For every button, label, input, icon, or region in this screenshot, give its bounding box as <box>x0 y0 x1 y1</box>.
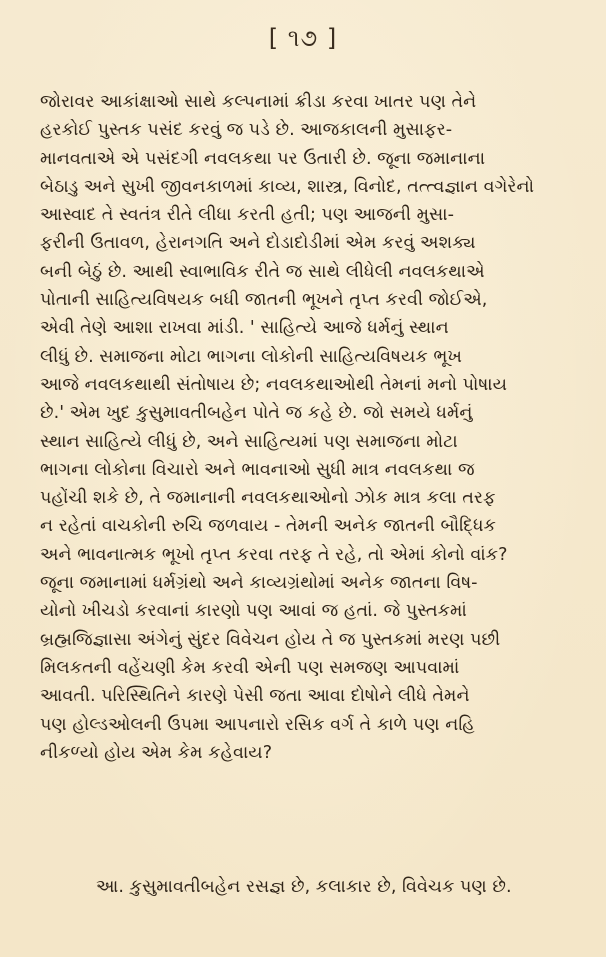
text-line: આવતી. પરિસ્થિતિને કારણે પેસી જતા આવા દોષોને લીધે તેમને <box>40 686 470 707</box>
text-line: ફરીની ઉતાવળ, હેરાનગતિ અને દોડાદોડીમાં એમ કરવું અશક્ય <box>40 233 476 254</box>
text-line: ભાગના લોકોના વિચારો અને ભાવનાઓ સુધી માત્ર નવલકથા જ <box>40 459 475 480</box>
text-line: મિલકતની વહેંચણી કેમ કરવી એની પણ સમજણ આપવામાં <box>40 657 460 678</box>
text-line: નીકળ્યો હોય એમ કેમ કહેવાય? <box>40 742 273 763</box>
text-line: લીધું છે. સમાજના મોટા ભાગના લોકોની સાહિત્યવિષયક ભૂખ <box>40 346 462 367</box>
body-paragraph <box>40 88 572 767</box>
text-line: અને ભાવનાત્મક ભૂખો તૃપ્ત કરવા તરફ તે રહે, તો એમાં કોનો વાંક? <box>40 544 508 565</box>
page-number: [ ૧૭ ] <box>268 24 338 52</box>
text-line: આસ્વાદ તે સ્વતંત્ર રીતે લીધા કરતી હતી; પણ આજની મુસા- <box>40 205 454 226</box>
text-line: પોતાની સાહિત્યવિષયક બધી જાતની ભૂખને તૃપ્ત કરવી જોઈએ, <box>40 290 488 311</box>
text-line: ન રહેતાં વાચકોની રુચિ જળવાય - તેમની અનેક જાતની બૌદ્ધિક <box>40 516 496 537</box>
text-line: હરકોઈ પુસ્તક પસંદ કરવું જ પડે છે. આજકાલની મુસાફર- <box>40 120 453 141</box>
text-line: યોનો ખીચડો કરવાનાં કારણો પણ આવાં જ હતાં. જે પુસ્તકમાં <box>40 601 467 622</box>
text-line: એવી તેણે આશા રાખવા માંડી. ' સાહિત્યે આજે ધર્મનું સ્થાન <box>40 318 449 339</box>
text-line: પણ હોલ્ડઓલની ઉપમા આપનારો રસિક વર્ગ તે કાળે પણ નહિ <box>40 714 475 735</box>
text-line: બ્રહ્મજિજ્ઞાસા અંગેનું સુંદર વિવેચન હોય તે જ પુસ્તકમાં મરણ પછી <box>40 629 501 650</box>
text-line: બની બેઠું છે. આથી સ્વાભાવિક રીતે જ સાથે લીધેલી નવલકથાએ <box>40 261 485 282</box>
text-line: પહોંચી શકે છે, તે જમાનાની નવલકથાઓનો ઝોક માત્ર કલા તરફ <box>40 488 496 509</box>
text-line: બેઠાડુ અને સુખી જીવનકાળમાં કાવ્ય, શાસ્ત્ર, વિનોદ, તત્ત્વજ્ઞાન વગેરેનો <box>40 176 535 197</box>
text-line: માનવતાએ એ પસંદગી નવલકથા પર ઉતારી છે. જૂના જમાનાના <box>40 148 485 169</box>
text-line: સ્થાન સાહિત્યે લીધું છે, અને સાહિત્યમાં પણ સમાજના મોટા <box>40 431 458 452</box>
text-line: જોરાવર આકાંક્ષાઓ સાથે કલ્પનામાં ક્રીડા કરવા ખાતર પણ તેને <box>40 92 477 112</box>
text-line: જૂના જમાનામાં ધર્મગ્રંથો અને કાવ્યગ્રંથોમાં અનેક જાતના વિષ- <box>40 573 478 594</box>
text-line: આજે નવલકથાથી સંતોષાય છે; નવલકથાઓથી તેમનાં મનો પોષાય <box>40 374 507 395</box>
text-line: છે.' એમ ખુદ કુસુમાવતીબહેન પોતે જ કહે છે. જો સમયે ધર્મનું <box>40 403 473 424</box>
closing-line: આ. કુસુમાવતીબહેન રસજ્ઞ છે, કલાકાર છે, વિવેચક પણ છે. <box>96 877 512 897</box>
